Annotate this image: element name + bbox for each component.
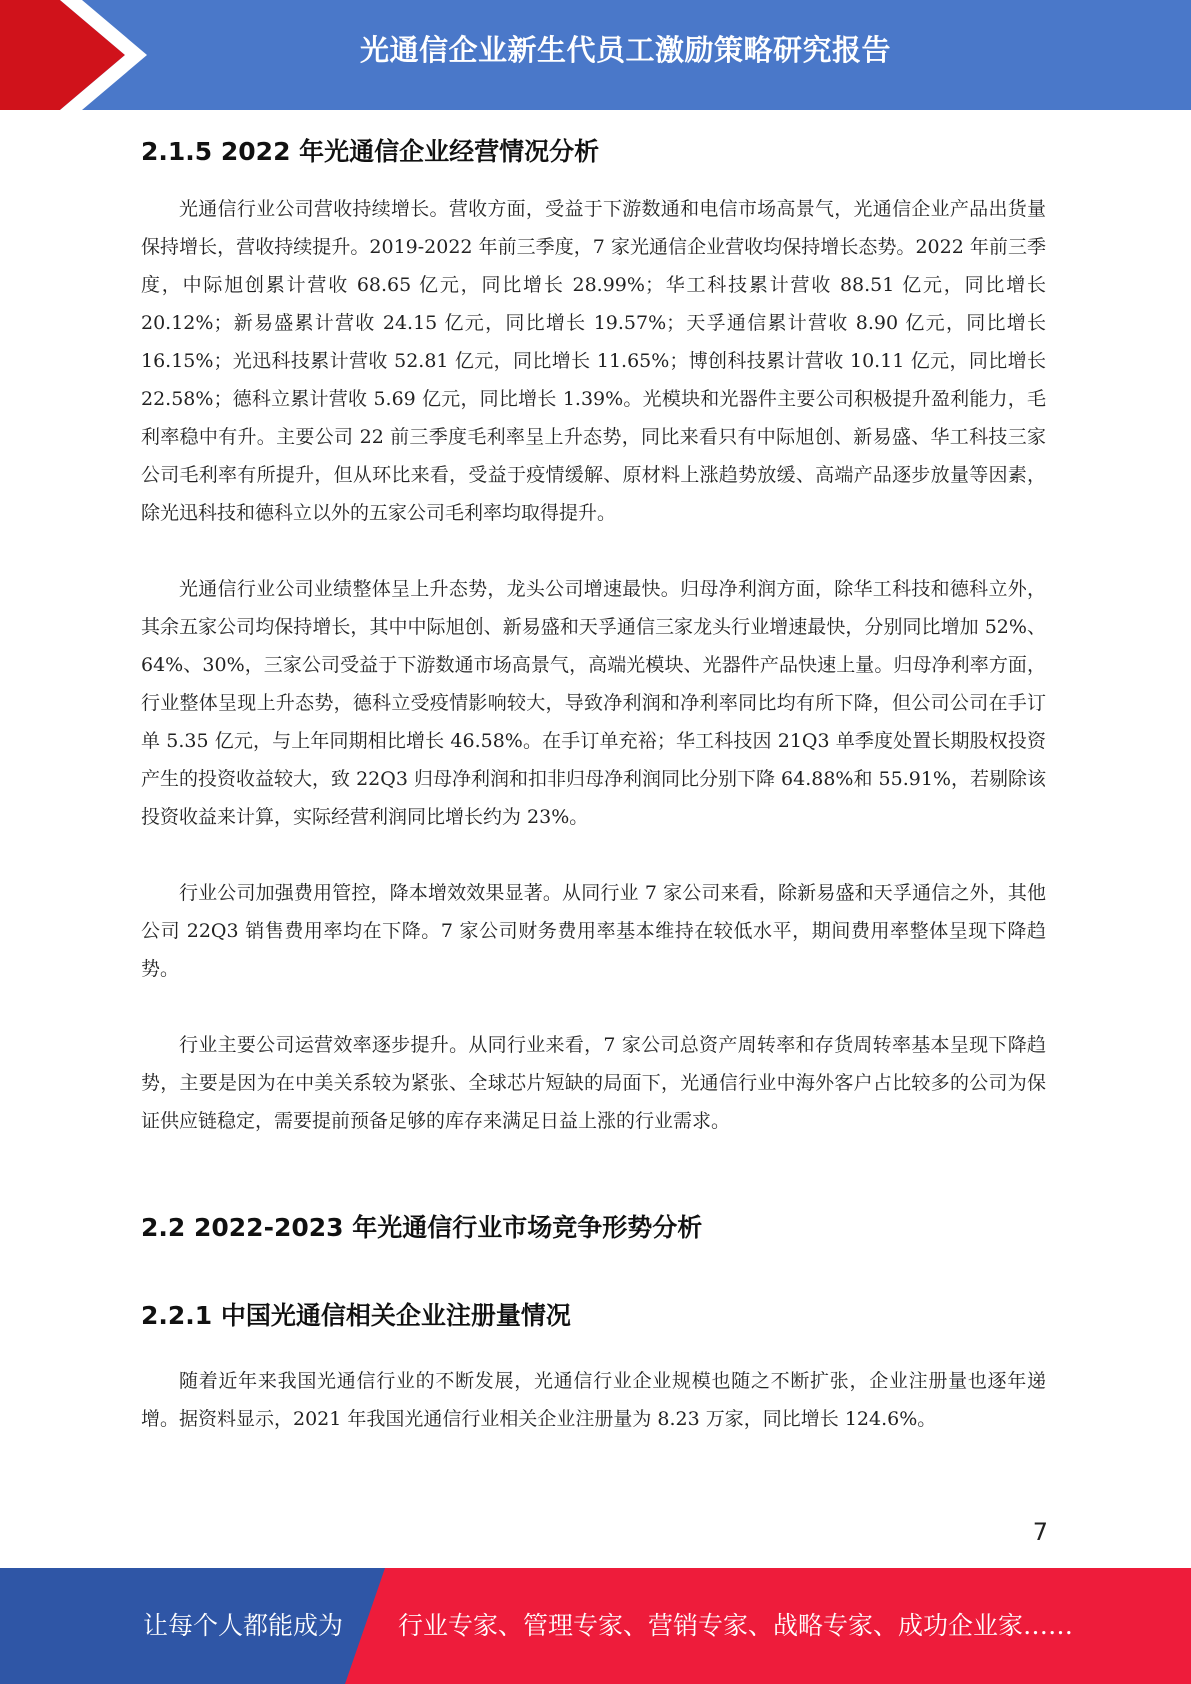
- page-content: [141, 120, 1046, 1438]
- page-footer: [0, 1568, 1191, 1684]
- paragraph-cost-control: 行业公司加强费用管控，降本增效效果显著。从同行业 7 家公司来看，除新易盛和天孚通信之外，其他公司 22Q3 销售费用率均在下降。7 家公司财务费用率基本维持在较低水平，期间费用率整体呈现下降趋势。: [141, 882, 1046, 980]
- paragraph-registration-count: 随着近年来我国光通信行业的不断发展，光通信行业企业规模也随之不断扩张，企业注册量也逐年递增。据资料显示，2021 年我国光通信行业相关企业注册量为 8.23 万家，同比增长 124.6%。: [141, 1370, 1046, 1430]
- page-number: 7: [1032, 1518, 1048, 1546]
- footer-slogan-right: 行业专家、管理专家、营销专家、战略专家、成功企业家……: [398, 1611, 1074, 1640]
- section-heading-2-2-1: 2.2.1 中国光通信相关企业注册量情况: [141, 1301, 571, 1330]
- document-title: 光通信企业新生代员工激励策略研究报告: [359, 33, 891, 67]
- section-heading-2-2: 2.2 2022-2023 年光通信行业市场竞争形势分析: [141, 1213, 703, 1242]
- paragraph-operating-efficiency: 行业主要公司运营效率逐步提升。从同行业来看，7 家公司总资产周转率和存货周转率基本呈现下降趋势，主要是因为在中美关系较为紧张、全球芯片短缺的局面下，光通信行业中海外客户占比较多的公司为保证供应链稳定，需要提前预备足够的库存来满足日益上涨的行业需求。: [141, 1034, 1046, 1132]
- page-header: [0, 0, 1191, 110]
- paragraph-revenue-growth: 光通信行业公司营收持续增长。营收方面，受益于下游数通和电信市场高景气，光通信企业产品出货量保持增长，营收持续提升。2019-2022 年前三季度，7 家光通信企业营收均保持增长态势。2022 年前三季度，中际旭创累计营收 68.65 亿元，同比增长 28.99%；华工科技累计营收 88.51 亿元，同比增长 20.12%；新易盛累计营收 24.15 亿元，同比增长 19.57%；天孚通信累计营收 8.90 亿元，同比增长 16.15%；光迅科技累计营收 52.81 亿元，同比增长 11.65%；博创科技累计营收 10.11 亿元，同比增长 22.58%；德科立累计营收 5.69 亿元，同比增长 1.39%。光模块和光器件主要公司积极提升盈利能力，毛利率稳中有升。主要公司 22 前三季度毛利率呈上升态势，同比来看只有中际旭创、新易盛、华工科技三家公司毛利率有所提升，但从环比来看，受益于疫情缓解、原材料上涨趋势放缓、高端产品逐步放量等因素，除光迅科技和德科立以外的五家公司毛利率均取得提升。: [141, 198, 1046, 524]
- section-heading-2-1-5: 2.1.5 2022 年光通信企业经营情况分析: [141, 137, 600, 166]
- paragraph-performance-trend: 光通信行业公司业绩整体呈上升态势，龙头公司增速最快。归母净利润方面，除华工科技和德科立外，其余五家公司均保持增长，其中中际旭创、新易盛和天孚通信三家龙头行业增速最快，分别同比增加 52%、64%、30%，三家公司受益于下游数通市场高景气，高端光模块、光器件产品快速上量。归母净利率方面，行业整体呈现上升态势，德科立受疫情影响较大，导致净利润和净利率同比均有所下降，但公司公司在手订单 5.35 亿元，与上年同期相比增长 46.58%。在手订单充裕；华工科技因 21Q3 单季度处置长期股权投资产生的投资收益较大，致 22Q3 归母净利润和扣非归母净利润同比分别下降 64.88%和 55.91%，若剔除该投资收益来计算，实际经营利润同比增长约为 23%。: [141, 578, 1046, 828]
- footer-slogan-left: 让每个人都能成为: [143, 1611, 344, 1640]
